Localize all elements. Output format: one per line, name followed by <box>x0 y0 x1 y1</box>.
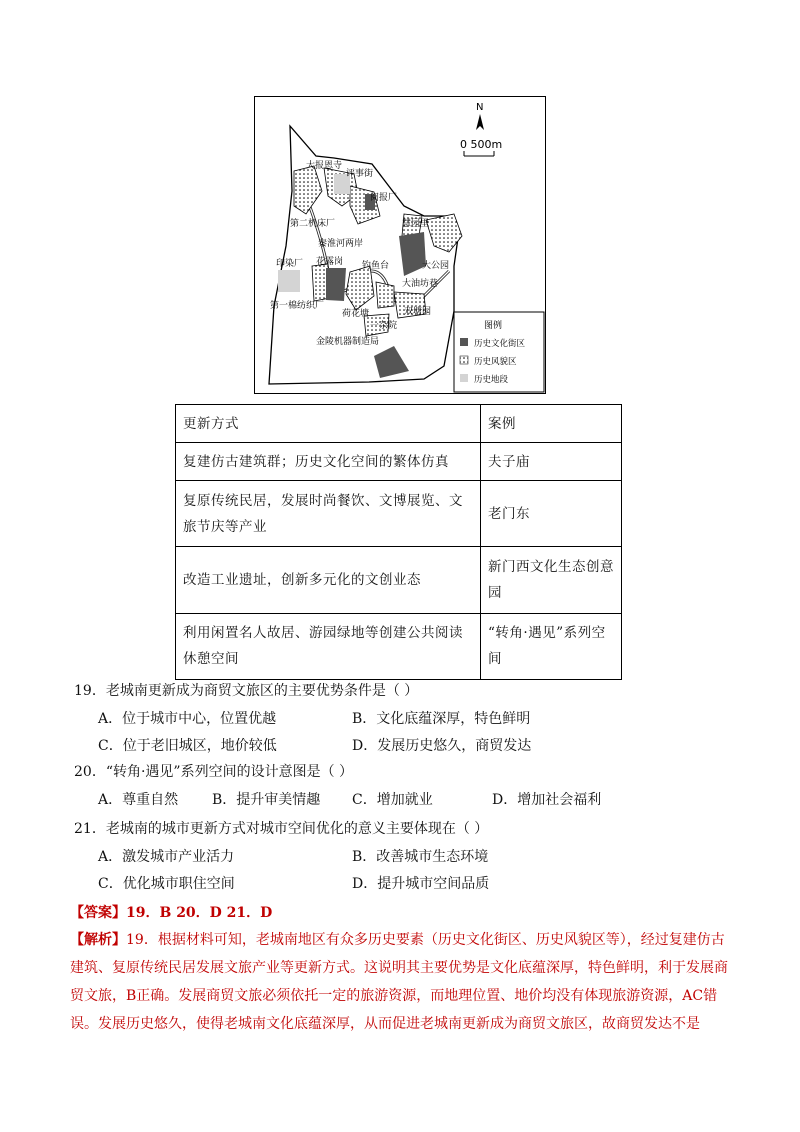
explanation-lead: 【解析】 <box>70 932 126 948</box>
table-row <box>176 481 622 547</box>
question-20-stem: 20．“转角·遇见”系列空间的设计意图是（ ） <box>74 764 354 780</box>
table-cell: “转角·遇见”系列空间 <box>481 613 622 679</box>
table-cell: 夫子庙 <box>481 443 622 481</box>
question-21-option-d: D．提升城市空间品质 <box>352 876 490 892</box>
place-label: 慧园里 <box>402 219 430 229</box>
scenic-area <box>376 282 394 308</box>
legend-item: 历史文化街区 <box>474 339 526 349</box>
table-cell: 新门西文化生态创意园 <box>481 547 622 613</box>
legend-swatch <box>460 356 468 364</box>
place-label: 大公园 <box>422 261 450 271</box>
place-label: 评事街 <box>346 169 374 179</box>
question-21-stem: 21．老城南的城市更新方式对城市空间优化的意义主要体现在（ ） <box>74 821 489 837</box>
place-label: 双塘园 <box>404 307 432 317</box>
question-20-option-d: D．增加社会福利 <box>492 792 602 808</box>
table-cell: 老门东 <box>481 481 622 547</box>
question-19-stem: 19．老城南更新成为商贸文旅区的主要优势条件是（ ） <box>74 683 419 699</box>
question-21-option-a: A．激发城市产业活力 <box>98 849 235 865</box>
question-19-option-a: A．位于城市中心，位置优越 <box>98 711 277 727</box>
explanation-text: 19．根据材料可知，老城南地区有众多历史要素（历史文化街区、历史风貌区等），经过复建仿古建筑、复原传统民居发展文旅产业等更新方式。这说明其主要优势是文化底蕴深厚，特色鲜明，利于发展商贸文旅，B正确。发展商贸文旅必须依托一定的旅游资源，而地理位置、地价均没有体现旅游资源，AC错误。发展历史悠久，使得老城南文化底蕴深厚，从而促进老城南更新成为商贸文旅区，故商贸发达不是 <box>70 932 728 1032</box>
renewal-table <box>175 404 622 680</box>
historic-block <box>326 268 346 301</box>
north-label: N <box>476 102 484 113</box>
place-label: 大油坊巷 <box>402 279 439 289</box>
table-header-cell: 案例 <box>481 405 622 443</box>
place-label: 金陵机器制造局 <box>316 337 380 347</box>
table-cell: 改造工业遗址，创新多元化的文创业态 <box>176 547 481 613</box>
table-row <box>176 547 622 613</box>
table-row <box>176 405 622 443</box>
scale-label: 0 500m <box>460 138 503 151</box>
question-19-option-d: D．发展历史悠久，商贸发达 <box>352 738 532 754</box>
question-20-option-b: B．提升审美情趣 <box>212 792 321 808</box>
table-cell: 复原传统民居，发展时尚餐饮、文博展览、文旅节庆等产业 <box>176 481 481 547</box>
historic-plot <box>278 270 300 292</box>
place-label: 荷花塘 <box>342 309 370 319</box>
table-row <box>176 613 622 679</box>
place-label: 一杂院 <box>370 321 398 331</box>
place-label: 大报恩寺 <box>306 161 343 171</box>
question-19-option-c: C．位于老旧城区，地价较低 <box>98 738 277 754</box>
place-label: 钓鱼台 <box>362 261 390 271</box>
table-header-cell: 更新方式 <box>176 405 481 443</box>
legend-item: 历史地段 <box>474 375 509 385</box>
table-cell: 复建仿古建筑群；历史文化空间的繁体仿真 <box>176 443 481 481</box>
place-label: 花露岗 <box>316 257 344 267</box>
question-20-option-c: C．增加就业 <box>352 792 433 808</box>
district-map <box>254 96 546 394</box>
question-19-option-b: B．文化底蕴深厚，特色鲜明 <box>352 711 531 727</box>
place-label: 阅报厂 <box>370 193 398 203</box>
explanation <box>70 926 730 1038</box>
table-cell: 利用闲置名人故居、游园绿地等创建公共阅读休憩空间 <box>176 613 481 679</box>
place-label: 印染厂 <box>276 259 304 269</box>
legend-swatch <box>460 338 468 346</box>
place-label: 第一棉纺织厂 <box>270 301 325 311</box>
question-20-option-a: A．尊重自然 <box>98 792 179 808</box>
table-row <box>176 443 622 481</box>
answer-key: 【答案】19．B 20．D 21．D <box>70 905 273 921</box>
question-21-option-b: B．改善城市生态环境 <box>352 849 489 865</box>
question-21-option-c: C．优化城市职住空间 <box>98 876 235 892</box>
place-label: 第二机床厂 <box>290 219 336 229</box>
legend-title: 图例 <box>484 321 503 331</box>
legend-item: 历史风貌区 <box>474 357 517 367</box>
legend-swatch <box>460 374 468 382</box>
place-label: 秦淮河两岸 <box>318 239 364 249</box>
